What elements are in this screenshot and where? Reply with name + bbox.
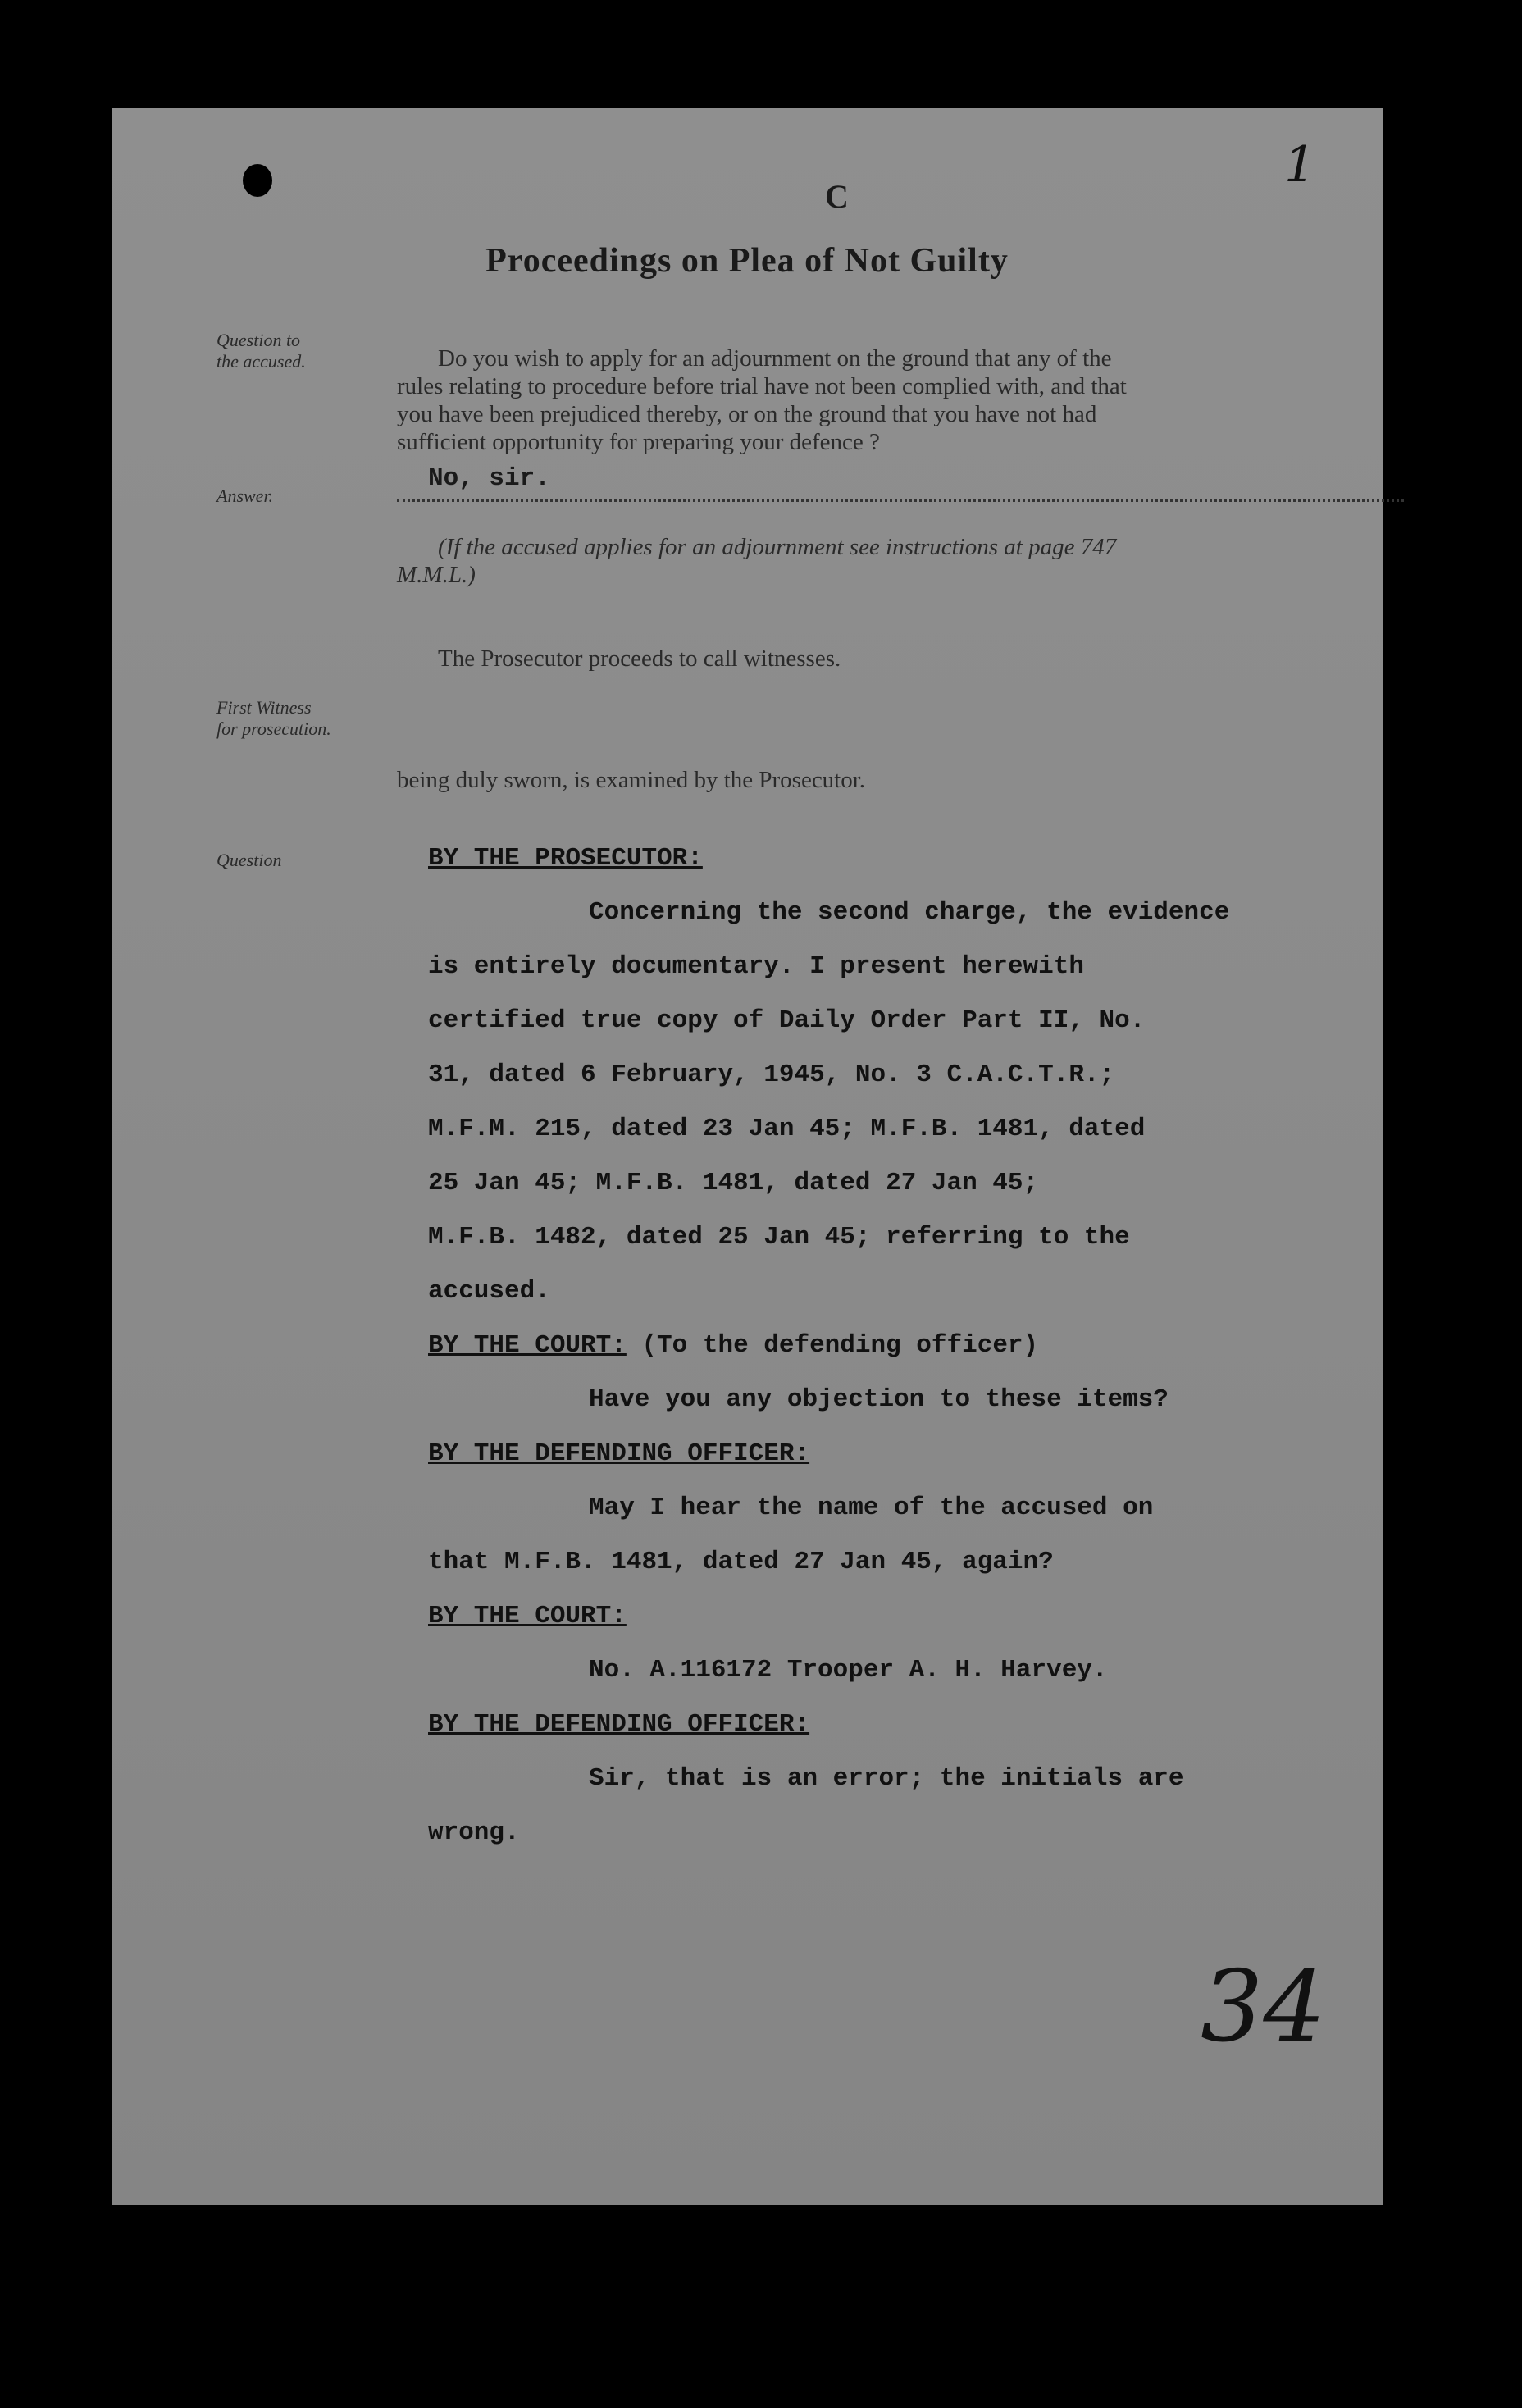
transcript-line: wrong.	[428, 1818, 520, 1847]
margin-label-line: the accused.	[216, 351, 306, 372]
transcript-line: No. A.116172 Trooper A. H. Harvey.	[589, 1656, 1108, 1685]
instruction-line: (If the accused applies for an adjournment see instructions at page 747	[438, 534, 1117, 560]
instruction-line: M.M.L.)	[397, 562, 476, 588]
question-line: rules relating to procedure before trial have not been complied with, and that	[397, 373, 1127, 399]
question-line: you have been prejudiced thereby, or on the ground that you have not had	[397, 401, 1097, 427]
transcript-line: May I hear the name of the accused on	[589, 1494, 1154, 1522]
margin-label-question: Question	[216, 850, 282, 870]
transcript-line	[428, 1427, 1396, 1481]
transcript-line: accused.	[428, 1277, 550, 1306]
transcript-line: 25 Jan 45; M.F.B. 1481, dated 27 Jan 45;	[428, 1169, 1039, 1197]
question-line: Do you wish to apply for an adjournment on the ground that any of the	[438, 345, 1112, 372]
transcript-line	[428, 1319, 1396, 1373]
speaker-header: BY THE COURT:	[428, 1331, 627, 1360]
printed-instruction	[397, 533, 1404, 589]
section-letter: C	[825, 178, 849, 215]
transcript	[428, 832, 1396, 1860]
transcript-line: M.F.M. 215, dated 23 Jan 45; M.F.B. 1481, dated	[428, 1115, 1146, 1143]
answer-text: No, sir.	[428, 464, 550, 493]
corner-mark: 1	[1284, 136, 1316, 194]
transcript-line: that M.F.B. 1481, dated 27 Jan 45, again?	[428, 1548, 1054, 1576]
speaker-header: BY THE DEFENDING OFFICER:	[428, 1710, 810, 1739]
prosecutor-calls-text: The Prosecutor proceeds to call witnesses.	[438, 645, 841, 672]
sworn-text: being duly sworn, is examined by the Prosecutor.	[397, 767, 866, 793]
speaker-header: BY THE DEFENDING OFFICER:	[428, 1439, 810, 1468]
transcript-line	[428, 1698, 1396, 1752]
handwritten-page-number: 34	[1201, 1950, 1326, 2064]
margin-label-line: for prosecution.	[216, 718, 331, 739]
transcript-line: 31, dated 6 February, 1945, No. 3 C.A.C.T.R.;	[428, 1060, 1115, 1089]
margin-label-answer: Answer.	[216, 486, 274, 506]
speaker-note: (To the defending officer)	[626, 1331, 1039, 1360]
document-page	[112, 108, 1383, 2205]
margin-label-line: Question to	[216, 330, 301, 350]
transcript-line: Sir, that is an error; the initials are	[589, 1764, 1184, 1793]
transcript-line: is entirely documentary. I present herewith	[428, 952, 1084, 981]
transcript-line	[428, 832, 1396, 886]
speaker-header: BY THE PROSECUTOR:	[428, 844, 703, 873]
transcript-line: Have you any objection to these items?	[589, 1385, 1169, 1414]
speaker-header: BY THE COURT:	[428, 1602, 627, 1630]
page-title: Proceedings on Plea of Not Guilty	[485, 242, 1009, 280]
margin-label-first-witness	[216, 697, 331, 740]
printed-question	[397, 344, 1404, 456]
transcript-line: M.F.B. 1482, dated 25 Jan 45; referring to the	[428, 1223, 1130, 1252]
transcript-line: Concerning the second charge, the evidence	[589, 898, 1230, 927]
answer-dotted-line	[397, 499, 1404, 502]
punch-hole-mark	[243, 164, 272, 197]
transcript-line: certified true copy of Daily Order Part II, No.	[428, 1006, 1146, 1035]
margin-label-question-to-accused	[216, 330, 306, 372]
question-line: sufficient opportunity for preparing your defence ?	[397, 429, 880, 455]
transcript-line	[428, 1589, 1396, 1644]
margin-label-line: First Witness	[216, 697, 312, 718]
